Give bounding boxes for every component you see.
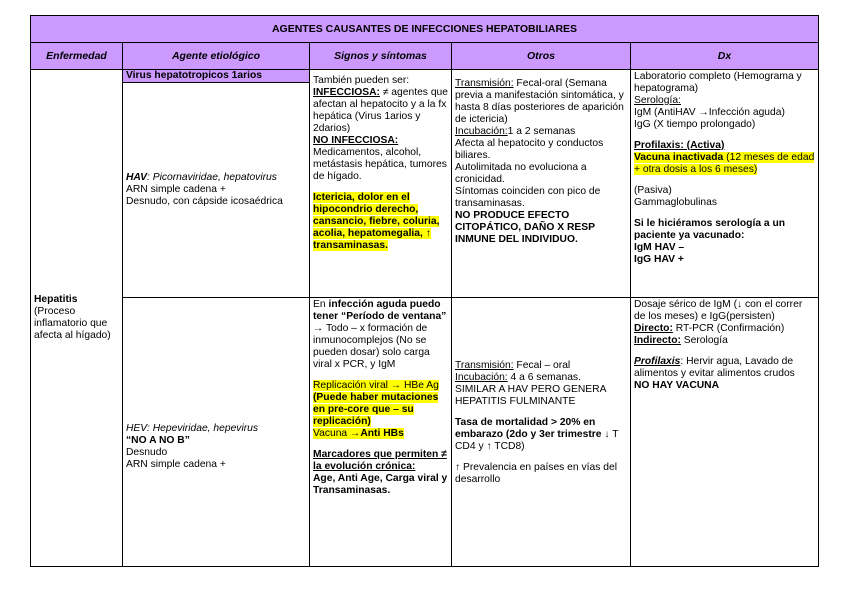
hav-infecciosa-label: INFECCIOSA:: [313, 87, 380, 98]
hav-agent-line2: ARN simple cadena +: [126, 184, 226, 195]
hev-dx-profilaxis-text: : Hervir agua, Lavado de alimentos y evitar alimentos crudos: [634, 356, 795, 379]
hev-signs-p1c: → Todo – x formación de inmunocomplejos (No se pueden dosar) solo carga viral x PCR, y IgM: [313, 323, 430, 370]
hev-dx-directo-text: RT-PCR (Confirmación): [672, 323, 785, 334]
hev-signs-vac-b: Anti HBs: [360, 428, 404, 439]
hev-transmision-label: Transmisión:: [455, 360, 514, 371]
header-enfermedad: Enfermedad: [31, 43, 123, 70]
hev-dx-indirecto-text: Serología: [680, 335, 728, 346]
hev-dx-no-vacuna: NO HAY VACUNA: [634, 380, 720, 391]
hev-otros-tasa-rest: T CD4 y ↑ TCD8): [455, 429, 619, 452]
hev-signs-p1b: infección aguda puedo tener “Período de ventana”: [313, 299, 447, 322]
hev-otros-prevalencia: ↑ Prevalencia en países en vías del desarrollo: [455, 462, 617, 485]
hav-agent: [123, 83, 310, 298]
hav-agent-family: : Picornaviridae, hepatovirus: [146, 172, 277, 183]
hav-dx-vacuna-detail: (12 meses de edad + otra dosis a los 6 meses): [634, 152, 815, 175]
hev-agent: [123, 298, 310, 567]
hav-otros-p4: NO PRODUCE EFECTO CITOPÁTICO, DAÑO X RESP INMUNE DEL INDIVIDUO.: [455, 210, 595, 245]
hev-signs-p1a: En: [313, 299, 329, 310]
disease-cell: [31, 70, 123, 567]
disease-desc: (Proceso inflamatorio que afecta al hígado): [34, 306, 111, 341]
hav-dx-pasiva: (Pasiva): [634, 185, 672, 196]
hav-dx: [631, 70, 819, 298]
header-signos: Signos y síntomas: [310, 43, 452, 70]
hev-otros: [452, 298, 631, 567]
hav-agent-line3: Desnudo, con cápside icosaédrica: [126, 196, 283, 207]
hav-dx-igm: IgM (AntiHAV →Infección aguda): [634, 107, 785, 118]
infections-table: [30, 15, 819, 567]
hav-signs: [310, 70, 452, 298]
hav-dx-serologia-label: Serología:: [634, 95, 681, 106]
hav-signs-intro: También pueden ser:: [313, 75, 410, 86]
hav-symptoms: Ictericia, dolor en el hipocondrio derecho, cansancio, fiebre, coluria, acolia, hepatomegalia, ↑ transaminasas.: [313, 192, 440, 251]
hav-transmision-text: Fecal-oral (Semana previa a manifestación sintomática, y hasta 8 días posteriores de aparición de ictericia): [455, 78, 624, 125]
hev-signs-rep-b: (Puede haber mutaciones en pre-core que – su replicación): [313, 392, 439, 427]
hev-dx-profilaxis-label: Profilaxis: [634, 356, 681, 367]
hev-signs-marcadores-text: Age, Anti Age, Carga viral y Transaminasas.: [313, 473, 448, 496]
hav-otros-p2: Autolimitada no evoluciona a cronicidad.: [455, 162, 587, 185]
header-agente: Agente etiológico: [123, 43, 310, 70]
header-otros: Otros: [452, 43, 631, 70]
hev-agent-line2: “NO A NO B”: [126, 434, 190, 446]
hev-agent-line4: ARN simple cadena +: [126, 458, 226, 470]
hav-dx-igg: IgG (X tiempo prolongado): [634, 119, 756, 130]
hav-agent-name: HAV: [126, 172, 147, 183]
hav-otros: [452, 70, 631, 298]
hev-otros-similar: SIMILAR A HAV PERO GENERA HEPATITIS FULMINANTE: [455, 384, 606, 407]
table-title: AGENTES CAUSANTES DE INFECCIONES HEPATOBILIARES: [31, 16, 819, 43]
header-dx: Dx: [631, 43, 819, 70]
hav-incubacion-label: Incubación:: [455, 126, 508, 137]
hev-dx-directo-label: Directo:: [634, 323, 673, 334]
disease-name: Hepatitis: [34, 294, 78, 305]
hav-otros-p1: Afecta al hepatocito y conductos biliares.: [455, 138, 604, 161]
hev-signs-marcadores-label: Marcadores que permiten ≠ la evolución crónica:: [313, 449, 447, 472]
hav-dx-vacuna: Vacuna inactivada: [634, 152, 724, 163]
hev-agent-line3: Desnudo: [126, 446, 168, 458]
hev-dx: [631, 298, 819, 567]
hav-incubacion-text: 1 a 2 semanas: [507, 126, 576, 137]
hev-otros-tasa: Tasa de mortalidad > 20% en embarazo (2do y 3er trimestre ↓: [455, 417, 610, 440]
hev-incubacion-text: 4 a 6 semanas.: [507, 372, 581, 383]
hav-dx-profilaxis-label: Profilaxis: (Activa): [634, 140, 725, 151]
hav-noinfecciosa-text: Medicamentos, alcohol, metástasis hepática, tumores de hígado.: [313, 147, 447, 182]
hev-signs: [310, 298, 452, 567]
hav-noinfecciosa-label: NO INFECCIOSA:: [313, 135, 399, 146]
hav-dx-igm-hav: IgM HAV –: [634, 242, 685, 253]
hev-signs-vac-a: Vacuna →: [313, 428, 361, 439]
hev-dx-indirecto-label: Indirecto:: [634, 335, 681, 346]
hav-dx-lab: Laboratorio completo (Hemograma y hepatograma): [634, 71, 802, 94]
hev-agent-name: HEV: [126, 422, 147, 434]
hav-dx-question: Si le hiciéramos serología a un paciente ya vacunado:: [634, 218, 786, 241]
hav-dx-gamma: Gammaglobulinas: [634, 197, 717, 208]
hav-dx-igg-hav: IgG HAV +: [634, 254, 684, 265]
hev-dx-dosaje: Dosaje sérico de IgM (↓ con el correr de los meses) e IgG(persisten): [634, 299, 803, 322]
header-row: [31, 43, 819, 70]
hav-infecciosa-text: ≠ agentes que afectan al hepatocito y a la fx hepática (Virus 1arios y 2darios): [313, 87, 448, 134]
hav-transmision-label: Transmisión:: [455, 78, 514, 89]
hev-signs-rep-a: Replicación viral → HBe Ag: [313, 380, 439, 391]
hev-incubacion-label: Incubación:: [455, 372, 508, 383]
group-label: Virus hepatotropicos 1arios: [123, 70, 310, 83]
hav-otros-p3: Síntomas coinciden con pico de transaminasas.: [455, 186, 601, 209]
hev-transmision-text: Fecal – oral: [513, 360, 571, 371]
hev-agent-family: : Hepeviridae, hepevirus: [147, 422, 259, 434]
